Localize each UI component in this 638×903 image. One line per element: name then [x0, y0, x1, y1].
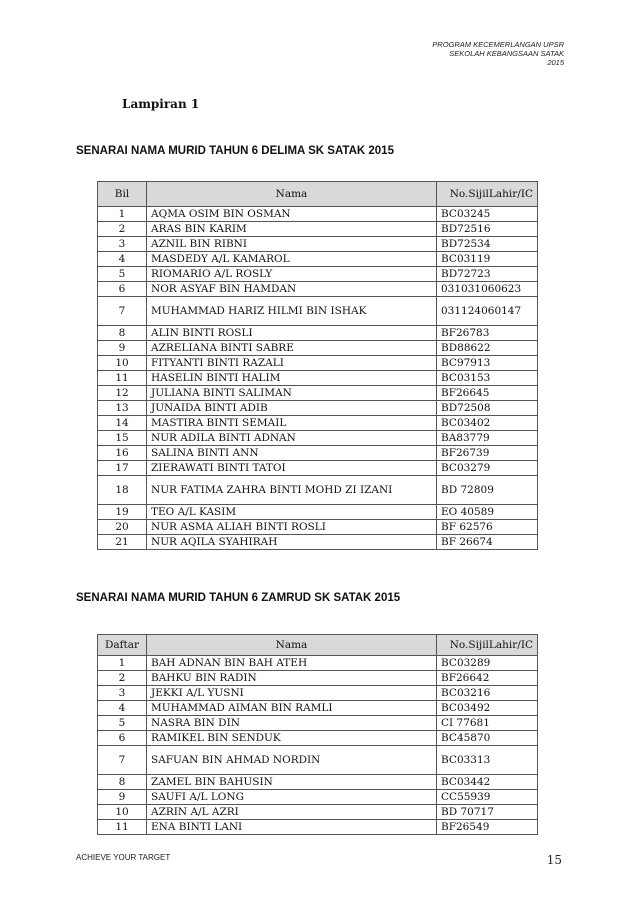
student-name: AZRIN A/L AZRI [147, 805, 437, 820]
table-row [98, 656, 538, 671]
column-header-daftar: Daftar [98, 635, 147, 656]
row-number: 9 [98, 341, 147, 356]
table-row [98, 326, 538, 341]
birth-cert-number: BF26549 [437, 820, 538, 835]
row-number: 5 [98, 716, 147, 731]
page-number: 15 [546, 853, 562, 867]
column-header-bil: Bil [98, 182, 147, 207]
row-number: 10 [98, 356, 147, 371]
birth-cert-number: BF 62576 [437, 520, 538, 535]
table-row [98, 431, 538, 446]
student-name: NUR FATIMA ZAHRA BINTI MOHD ZI IZANI [147, 476, 437, 505]
student-table-delima [97, 181, 538, 550]
table-row [98, 371, 538, 386]
row-number: 6 [98, 731, 147, 746]
student-table-zamrud [97, 634, 538, 835]
row-number: 8 [98, 326, 147, 341]
table-row [98, 671, 538, 686]
table-row [98, 416, 538, 431]
birth-cert-number: BC03279 [437, 461, 538, 476]
table-header-row [98, 635, 538, 656]
running-header [432, 40, 564, 67]
birth-cert-number: BC03216 [437, 686, 538, 701]
table-row [98, 341, 538, 356]
birth-cert-number: BF 26674 [437, 535, 538, 550]
student-name: MASTIRA BINTI SEMAIL [147, 416, 437, 431]
student-name: HASELIN BINTI HALIM [147, 371, 437, 386]
birth-cert-number: BC03402 [437, 416, 538, 431]
student-name: MUHAMMAD HARIZ HILMI BIN ISHAK [147, 297, 437, 326]
student-name: ENA BINTI LANI [147, 820, 437, 835]
birth-cert-number: 031031060623 [437, 282, 538, 297]
row-number: 5 [98, 267, 147, 282]
student-name: RAMIKEL BIN SENDUK [147, 731, 437, 746]
birth-cert-number: BD88622 [437, 341, 538, 356]
table-row [98, 207, 538, 222]
student-name: AZNIL BIN RIBNI [147, 237, 437, 252]
birth-cert-number: BD72723 [437, 267, 538, 282]
table-row [98, 476, 538, 505]
student-name: ZIERAWATI BINTI TATOI [147, 461, 437, 476]
student-name: ZAMEL BIN BAHUSIN [147, 775, 437, 790]
student-name: BAHKU BIN RADIN [147, 671, 437, 686]
row-number: 9 [98, 790, 147, 805]
birth-cert-number: BA83779 [437, 431, 538, 446]
row-number: 3 [98, 686, 147, 701]
row-number: 16 [98, 446, 147, 461]
appendix-label: Lampiran 1 [122, 97, 200, 111]
row-number: 1 [98, 207, 147, 222]
birth-cert-number: BC03289 [437, 656, 538, 671]
student-name: BAH ADNAN BIN BAH ATEH [147, 656, 437, 671]
student-name: JULIANA BINTI SALIMAN [147, 386, 437, 401]
table-row [98, 282, 538, 297]
birth-cert-number: BF26739 [437, 446, 538, 461]
table-row [98, 686, 538, 701]
student-name: MUHAMMAD AIMAN BIN RAMLI [147, 701, 437, 716]
birth-cert-number: BC03153 [437, 371, 538, 386]
header-line-school: SEKOLAH KEBANGSAAN SATAK [449, 49, 564, 58]
table-row [98, 401, 538, 416]
row-number: 1 [98, 656, 147, 671]
table-row [98, 267, 538, 282]
birth-cert-number: BF26645 [437, 386, 538, 401]
row-number: 18 [98, 476, 147, 505]
row-number: 21 [98, 535, 147, 550]
table-row [98, 701, 538, 716]
birth-cert-number: BD 72809 [437, 476, 538, 505]
table-row [98, 775, 538, 790]
row-number: 15 [98, 431, 147, 446]
row-number: 10 [98, 805, 147, 820]
table-row [98, 790, 538, 805]
row-number: 7 [98, 746, 147, 775]
row-number: 20 [98, 520, 147, 535]
row-number: 2 [98, 222, 147, 237]
table-row [98, 446, 538, 461]
table-row [98, 356, 538, 371]
student-name: SAFUAN BIN AHMAD NORDIN [147, 746, 437, 775]
column-header-ic: No.SijilLahir/IC [437, 635, 538, 656]
student-name: ARAS BIN KARIM [147, 222, 437, 237]
birth-cert-number: EO 40589 [437, 505, 538, 520]
column-header-nama: Nama [147, 182, 437, 207]
birth-cert-number: BC03313 [437, 746, 538, 775]
table-row [98, 746, 538, 775]
row-number: 12 [98, 386, 147, 401]
student-name: AZRELIANA BINTI SABRE [147, 341, 437, 356]
student-name: NUR ASMA ALIAH BINTI ROSLI [147, 520, 437, 535]
table-row [98, 820, 538, 835]
row-number: 6 [98, 282, 147, 297]
row-number: 14 [98, 416, 147, 431]
student-name: SALINA BINTI ANN [147, 446, 437, 461]
row-number: 4 [98, 252, 147, 267]
row-number: 4 [98, 701, 147, 716]
birth-cert-number: CI 77681 [437, 716, 538, 731]
birth-cert-number: 031124060147 [437, 297, 538, 326]
student-name: NUR ADILA BINTI ADNAN [147, 431, 437, 446]
student-name: NOR ASYAF BIN HAMDAN [147, 282, 437, 297]
birth-cert-number: BC03119 [437, 252, 538, 267]
table-row [98, 252, 538, 267]
section-title-delima: SENARAI NAMA MURID TAHUN 6 DELIMA SK SATAK 2015 [76, 145, 394, 157]
header-line-program: PROGRAM KECEMERLANGAN UPSR [432, 40, 564, 49]
column-header-ic: No.SijilLahir/IC [437, 182, 538, 207]
table-row [98, 535, 538, 550]
birth-cert-number: BC03245 [437, 207, 538, 222]
row-number: 19 [98, 505, 147, 520]
birth-cert-number: BC97913 [437, 356, 538, 371]
student-name: NASRA BIN DIN [147, 716, 437, 731]
student-name: FITYANTI BINTI RAZALI [147, 356, 437, 371]
row-number: 3 [98, 237, 147, 252]
birth-cert-number: BC03492 [437, 701, 538, 716]
section-title-zamrud: SENARAI NAMA MURID TAHUN 6 ZAMRUD SK SATAK 2015 [76, 592, 401, 604]
row-number: 8 [98, 775, 147, 790]
student-name: ALIN BINTI ROSLI [147, 326, 437, 341]
birth-cert-number: CC55939 [437, 790, 538, 805]
birth-cert-number: BF26642 [437, 671, 538, 686]
table-row [98, 386, 538, 401]
student-name: JEKKI A/L YUSNI [147, 686, 437, 701]
table-row [98, 222, 538, 237]
row-number: 7 [98, 297, 147, 326]
birth-cert-number: BD72516 [437, 222, 538, 237]
row-number: 13 [98, 401, 147, 416]
student-name: JUNAIDA BINTI ADIB [147, 401, 437, 416]
table-row [98, 237, 538, 252]
row-number: 11 [98, 371, 147, 386]
table-row [98, 716, 538, 731]
row-number: 17 [98, 461, 147, 476]
table-row [98, 805, 538, 820]
table-header-row [98, 182, 538, 207]
row-number: 2 [98, 671, 147, 686]
birth-cert-number: BD72508 [437, 401, 538, 416]
table-row [98, 461, 538, 476]
table-row [98, 520, 538, 535]
birth-cert-number: BC03442 [437, 775, 538, 790]
student-name: MASDEDY A/L KAMAROL [147, 252, 437, 267]
birth-cert-number: BF26783 [437, 326, 538, 341]
table-row [98, 297, 538, 326]
row-number: 11 [98, 820, 147, 835]
column-header-nama: Nama [147, 635, 437, 656]
table-row [98, 731, 538, 746]
student-name: AQMA OSIM BIN OSMAN [147, 207, 437, 222]
student-name: TEO A/L KASIM [147, 505, 437, 520]
header-line-year: 2015 [547, 58, 564, 67]
birth-cert-number: BD 70717 [437, 805, 538, 820]
student-name: SAUFI A/L LONG [147, 790, 437, 805]
table-row [98, 505, 538, 520]
birth-cert-number: BD72534 [437, 237, 538, 252]
student-name: NUR AQILA SYAHIRAH [147, 535, 437, 550]
footer-slogan: ACHIEVE YOUR TARGET [76, 853, 171, 862]
birth-cert-number: BC45870 [437, 731, 538, 746]
student-name: RIOMARIO A/L ROSLY [147, 267, 437, 282]
